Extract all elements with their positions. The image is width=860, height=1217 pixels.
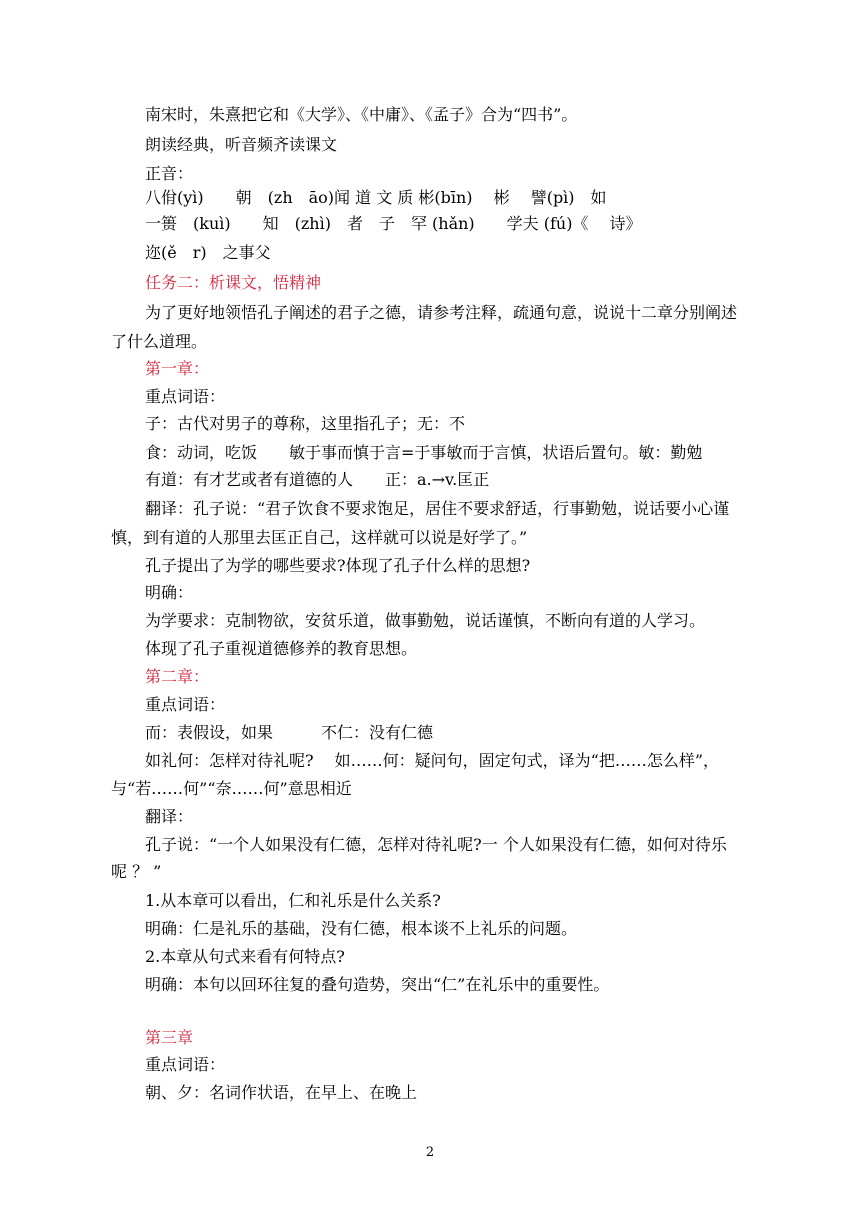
pinyin-line: 八佾(yì) 朝 (zh āo)闻 道 文 质 彬(bīn) 彬 譬(pì) 如 [145, 188, 607, 207]
text-line: 明确： [145, 583, 194, 602]
chapter-heading: 第一章： [145, 359, 210, 378]
pinyin-line: 一篑 (kuì) 知 (zhì) 者 子 罕 (hǎn) 学夫 (fú)《 诗》 [145, 214, 642, 233]
text-line: 有道：有才艺或者有道德的人 正：a.→v.匡正 [145, 470, 490, 489]
text-line: 而：表假设，如果 不仁：没有仁德 [145, 723, 434, 742]
text-line: 为了更好地领悟孔子阐述的君子之德，请参考注释，疏通句意，说说十二章分别阐述 [145, 303, 738, 322]
page-number: 2 [425, 1145, 435, 1160]
chapter-heading: 第三章 [145, 1028, 194, 1047]
text-line: 翻译： [145, 807, 194, 826]
pinyin-line: 迩(ě r) 之事父 [145, 243, 271, 262]
section-heading: 任务二：析课文，悟精神 [145, 273, 322, 292]
text-line: 重点词语： [145, 695, 226, 714]
text-line: 孔子提出了为学的哪些要求?体现了孔子什么样的思想? [145, 556, 531, 575]
text-line: 如礼何：怎样对待礼呢? 如……何：疑问句，固定句式，译为“把……怎么样”， [145, 751, 720, 770]
text-line: 为学要求：克制物欲，安贫乐道，做事勤勉，说话谨慎，不断向有道的人学习。 [145, 611, 706, 630]
text-line: 了什么道理。 [111, 332, 208, 351]
text-line: 1.从本章可以看出，仁和礼乐是什么关系? [145, 891, 441, 910]
chapter-heading: 第二章： [145, 667, 210, 686]
text-line: 慎，到有道的人那里去匡正自己，这样就可以说是好学了。” [111, 528, 528, 547]
text-line: 正音： [145, 164, 194, 183]
text-line: 孔子说：“一个人如果没有仁德，怎样对待礼呢?一 个人如果没有仁德，如何对待乐 [145, 835, 727, 854]
text-line: 朝、夕：名词作状语，在早上、在晚上 [145, 1083, 418, 1102]
text-line: 重点词语： [145, 387, 226, 406]
text-line: 与“若……何”“奈……何”意思相近 [111, 779, 352, 798]
text-line: 朗读经典，听音频齐读课文 [145, 135, 338, 154]
text-line: 翻译：孔子说：“君子饮食不要求饱足，居住不要求舒适，行事勤勉，说话要小心谨 [145, 499, 730, 518]
text-line: 食：动词，吃饭 敏于事而慎于言=于事敏而于言慎，状语后置句。敏：勤勉 [145, 443, 703, 462]
text-line: 呢 ？ ” [111, 862, 162, 881]
text-line: 2.本章从句式来看有何特点? [145, 947, 345, 966]
text-line: 重点词语： [145, 1055, 226, 1074]
text-line: 明确：仁是礼乐的基础，没有仁德，根本谈不上礼乐的问题。 [145, 919, 578, 938]
text-line: 子：古代对男子的尊称，这里指孔子；无：不 [145, 414, 466, 433]
text-line: 南宋时，朱熹把它和《大学》、《中庸》、《孟子》合为“四书”。 [145, 105, 578, 124]
text-line: 体现了孔子重视道德修养的教育思想。 [145, 639, 418, 658]
text-line: 明确：本句以回环往复的叠句造势，突出“仁”在礼乐中的重要性。 [145, 975, 610, 994]
